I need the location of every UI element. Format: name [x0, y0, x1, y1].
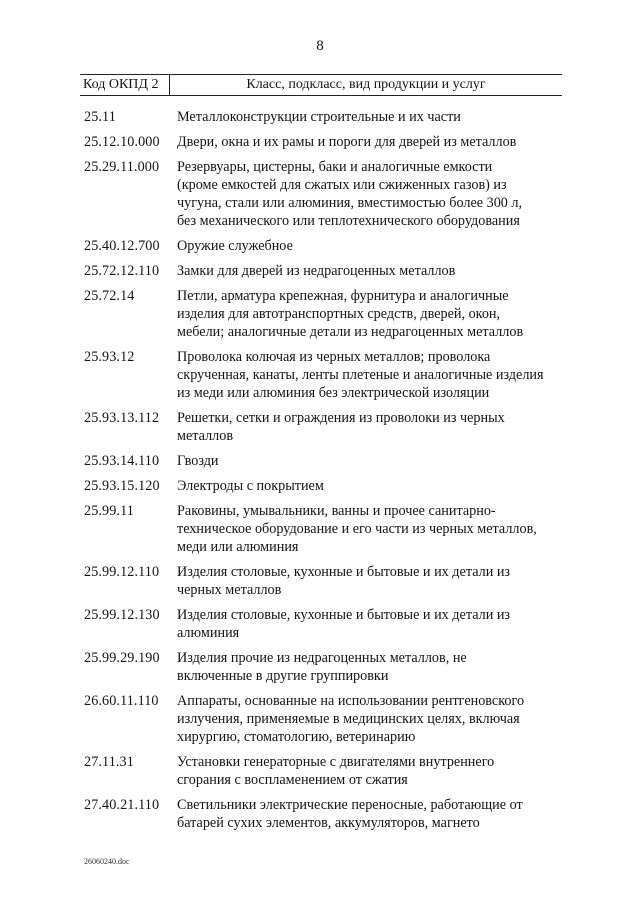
product-description: Аппараты, основанные на использовании рентгеновского излучения, применяемые в медицинских целях, включая хирургию, стоматологию, ветеринарию [177, 693, 525, 745]
product-description: Электроды с покрытием [177, 478, 324, 494]
okpd-code: 25.93.12 [84, 349, 135, 365]
okpd-code: 25.40.12.700 [84, 238, 160, 254]
product-description: Установки генераторные с двигателями внутреннего сгорания с воспламенением от сжатия [177, 754, 495, 788]
product-description: Замки для дверей из недрагоценных металлов [177, 263, 456, 279]
okpd-code: 25.93.13.112 [84, 410, 160, 426]
table-row [84, 133, 564, 151]
okpd-code: 25.72.12.110 [84, 263, 160, 279]
product-description: Проволока колючая из черных металлов; проволока скрученная, канаты, ленты плетеные и аналогичные изделия из меди или алюминия без электрической изоляции [177, 349, 544, 401]
table-row [84, 502, 564, 556]
okpd-code: 25.93.14.110 [84, 453, 160, 469]
table-row [84, 796, 564, 832]
okpd-code: 26.60.11.110 [84, 693, 159, 709]
product-description: Металлоконструкции строительные и их части [177, 109, 461, 125]
table-row [84, 692, 564, 746]
header-class: Класс, подкласс, вид продукции и услуг [246, 77, 486, 92]
product-description: Двери, окна и их рамы и пороги для дверей из металлов [177, 134, 517, 150]
table-row [84, 287, 564, 341]
okpd-code: 25.99.11 [84, 503, 134, 519]
table-row [84, 262, 564, 280]
okpd-code: 27.40.21.110 [84, 797, 160, 813]
okpd-code: 25.11 [84, 109, 116, 125]
product-description: Петли, арматура крепежная, фурнитура и аналогичные изделия для автотранспортных средств, дверей, окон, мебели; аналогичные детали из недрагоценных металлов [177, 288, 524, 340]
page-number: 8 [316, 38, 324, 54]
product-description: Резервуары, цистерны, баки и аналогичные емкости (кроме емкостей для сжатых или сжиженных газов) из чугуна, стали или алюминия, вместимостью более 300 л, без механического или теплотехнического оборудования [177, 159, 523, 229]
product-description: Изделия столовые, кухонные и бытовые и их детали из черных металлов [177, 564, 511, 598]
product-description: Раковины, умывальники, ванны и прочее санитарно- техническое оборудование и его части из черных металлов, меди или алюминия [177, 503, 537, 555]
product-description: Решетки, сетки и ограждения из проволоки из черных металлов [177, 410, 505, 444]
table-row [84, 108, 564, 126]
okpd-code: 25.99.12.130 [84, 607, 160, 623]
product-description: Светильники электрические переносные, работающие от батарей сухих элементов, аккумуляторов, магнето [177, 797, 523, 831]
okpd-code: 25.99.12.110 [84, 564, 160, 580]
okpd-code: 25.93.15.120 [84, 478, 160, 494]
table-body [84, 108, 564, 839]
table-row [84, 563, 564, 599]
table-row [84, 452, 564, 470]
header-code: Код ОКПД 2 [80, 75, 170, 95]
product-description: Изделия прочие из недрагоценных металлов, не включенные в другие группировки [177, 650, 467, 684]
table-row [84, 237, 564, 255]
okpd-code: 25.72.14 [84, 288, 135, 304]
okpd-code: 27.11.31 [84, 754, 134, 770]
table-row [84, 753, 564, 789]
product-description: Изделия столовые, кухонные и бытовые и их детали из алюминия [177, 607, 511, 641]
table-row [84, 158, 564, 230]
table-row [84, 606, 564, 642]
okpd-code: 25.99.29.190 [84, 650, 160, 666]
table-row [84, 409, 564, 445]
table-header [80, 74, 562, 96]
table-row [84, 477, 564, 495]
okpd-code: 25.12.10.000 [84, 134, 160, 150]
product-description: Гвозди [177, 453, 219, 469]
product-description: Оружие служебное [177, 238, 293, 254]
file-name: 26060240.doc [84, 857, 130, 866]
table-row [84, 649, 564, 685]
table-row [84, 348, 564, 402]
okpd-code: 25.29.11.000 [84, 159, 160, 175]
